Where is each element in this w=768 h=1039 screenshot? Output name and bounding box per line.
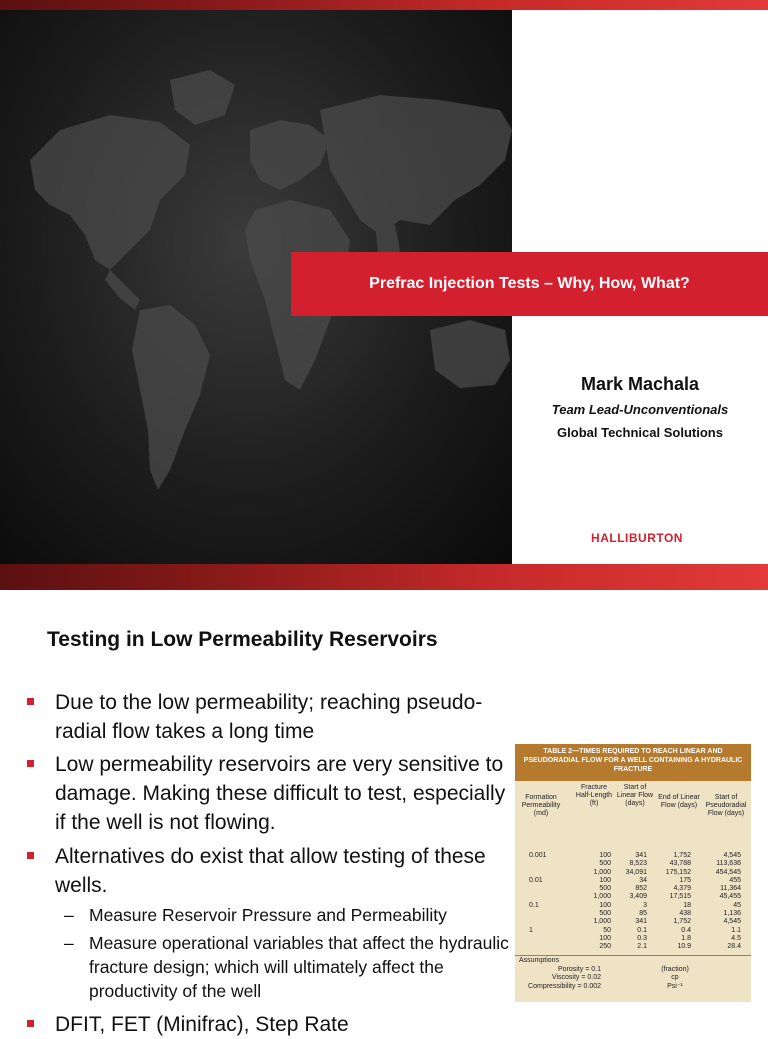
column-end-linear: 1,752 43,788 175,152 175 4,379 17,515 18 438 1,752 0.4 1.8 10.9 [665, 852, 691, 951]
slide-title: Testing in Low Permeability Reservoirs [47, 628, 438, 651]
sub-bullet-text: Measure Reservoir Pressure and Permeability [89, 905, 447, 925]
sub-bullet-text: Measure operational variables that affect the hydraulic fracture design; which will ultimately affect the productivity of the well [89, 933, 509, 1001]
column-start-pseudoradial: 4,545 113,636 454,545 455 11,364 45,455 45 1,136 4,545 1.1 4.5 28.4 [715, 852, 741, 951]
assumptions-label: Assumptions [519, 957, 560, 964]
column-header: Start of Linear Flow (days) [616, 784, 654, 807]
assumptions-values: Porosity = 0.1 Viscosity = 0.02 Compressibility = 0.002 [528, 966, 601, 990]
title-banner [291, 252, 768, 316]
sub-bullet-item [64, 903, 514, 927]
content-slide [0, 590, 768, 1036]
sub-bullet-item [64, 931, 514, 1003]
bottom-red-band [0, 564, 768, 590]
bullet-square-icon [27, 760, 34, 767]
bullet-item [27, 1010, 507, 1039]
presenter-role: Team Lead-Unconventionals [551, 402, 729, 417]
presenter-department: Global Technical Solutions [557, 425, 723, 440]
column-header: Fracture Half-Length (ft) [575, 784, 613, 807]
bullet-text: Low permeability reservoirs are very sensitive to damage. Making these difficult to test, especially if the well is not flowing. [55, 753, 506, 834]
flow-times-table [515, 744, 751, 1002]
bullet-item [27, 842, 507, 900]
bullet-text: DFIT, FET (Minifrac), Step Rate [55, 1013, 349, 1036]
bullet-square-icon [27, 698, 34, 705]
bullet-square-icon [27, 852, 34, 859]
table-divider [515, 955, 751, 956]
presenter-name: Mark Machala [580, 374, 700, 394]
bullet-text: Due to the low permeability; reaching pseudo-radial flow takes a long time [55, 691, 483, 743]
dash-icon: – [64, 905, 74, 925]
halliburton-logo: HALLIBURTON [591, 531, 683, 545]
column-start-linear: 341 8,523 34,091 34 852 3,409 3 85 341 0.1 0.3 2.1 [625, 852, 647, 951]
bullet-item [27, 750, 507, 837]
column-half-length: 100 500 1,000 100 500 1,000 100 500 1,000 50 100 250 [593, 852, 611, 951]
top-red-band [0, 0, 768, 10]
column-permeability: 0.001 0.01 0.1 1 [529, 852, 547, 934]
table-title: TABLE 2—TIMES REQUIRED TO REACH LINEAR AND PSEUDORADIAL FLOW FOR A WELL CONTAINING A HYDRAULIC FRACTURE [515, 744, 751, 781]
column-header: End of Linear Flow (days) [658, 794, 700, 809]
dash-icon: – [64, 933, 74, 953]
presentation-title: Prefrac Injection Tests – Why, How, What? [369, 275, 690, 292]
bullet-item [27, 688, 507, 746]
column-header: Formation Permeability (md) [521, 794, 561, 817]
column-header: Start of Pseudoradial Flow (days) [705, 794, 747, 817]
assumptions-units: (fraction) cp Psi⁻¹ [661, 966, 689, 990]
bullet-text: Alternatives do exist that allow testing of these wells. [55, 845, 486, 897]
